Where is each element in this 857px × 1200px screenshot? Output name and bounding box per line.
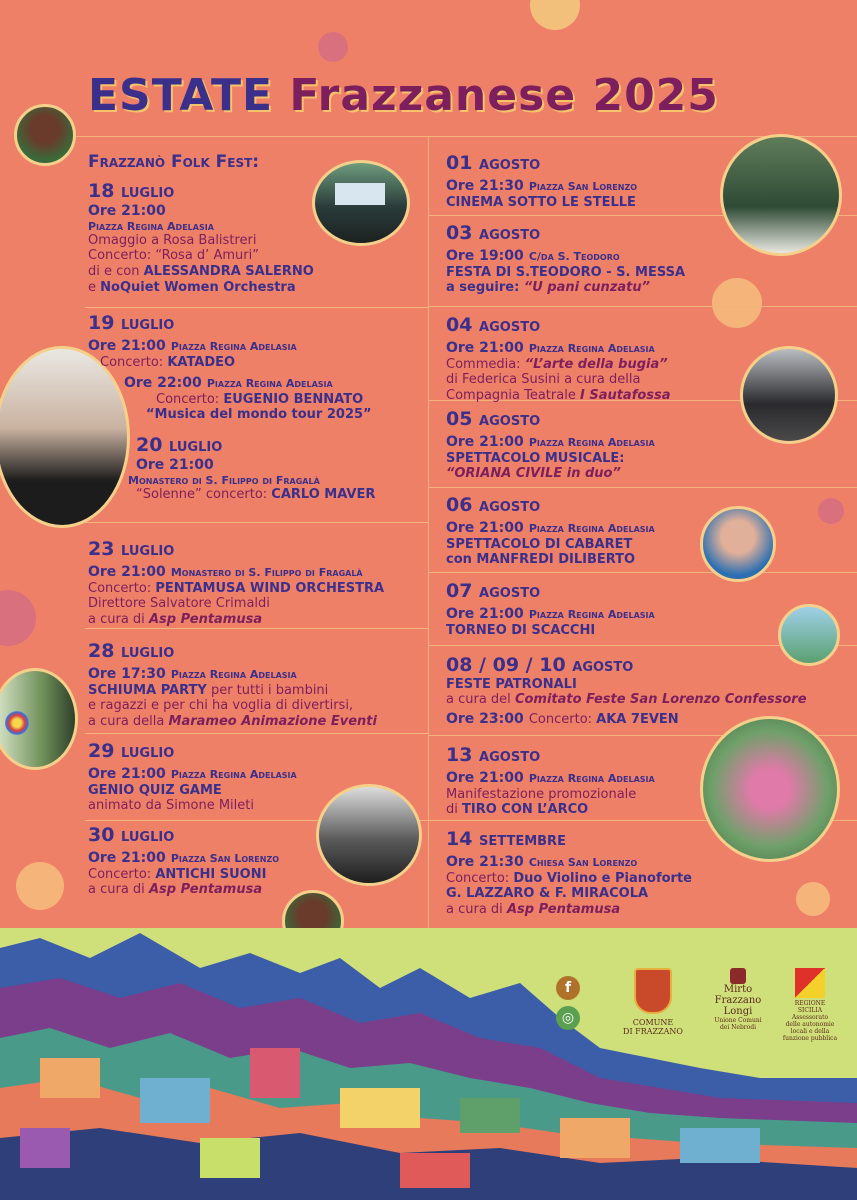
event-07-agosto <box>446 580 655 638</box>
photo-band <box>720 134 842 256</box>
divider <box>85 522 428 523</box>
event-place: Piazza Regina Adelasia <box>528 521 655 535</box>
event-text: a cura del <box>446 692 515 708</box>
artist-name: KATADEO <box>167 354 236 370</box>
organizer: Asp Pentamusa <box>506 901 621 917</box>
divider <box>428 487 857 488</box>
event-04-agosto <box>446 314 671 403</box>
deco-dot <box>818 498 844 524</box>
photo-singer <box>14 104 76 166</box>
event-time: Ore 22:00 <box>124 375 202 391</box>
coat-of-arms-icon <box>634 968 672 1014</box>
event-date: 07 agosto <box>446 580 541 602</box>
crown-icon <box>730 968 746 984</box>
event-time: Ore 21:00 <box>88 202 166 219</box>
event-time: Ore 21:30 <box>446 853 524 870</box>
event-time: Ore 17:30 <box>88 665 166 682</box>
event-text: a cura di <box>446 901 507 917</box>
event-place: Piazza San Lorenzo <box>528 179 638 193</box>
logo-regione-sicilia <box>782 968 838 1042</box>
divider <box>85 307 428 308</box>
photo-accordion <box>316 784 422 886</box>
artist-name: AKA 7EVEN <box>596 711 679 727</box>
event-date: 23 luglio <box>88 538 175 560</box>
event-text: a seguire: <box>446 280 524 296</box>
event-place: Piazza Regina Adelasia <box>170 667 297 681</box>
logo-text: Assessorato <box>791 1014 829 1021</box>
deco-dot <box>796 882 830 916</box>
event-date: 20 luglio <box>136 434 223 456</box>
organizer: Comitato Feste San Lorenzo Confessore <box>514 692 807 708</box>
event-date: 03 agosto <box>446 222 541 244</box>
event-13-agosto <box>446 744 655 818</box>
event-23-luglio <box>88 538 384 627</box>
event-time: Ore 21:00 <box>88 563 166 580</box>
event-name: FESTE PATRONALI <box>446 676 577 692</box>
organizer: I Sautafossa <box>579 387 671 403</box>
event-01-agosto <box>446 152 637 210</box>
event-06-agosto <box>446 494 655 568</box>
event-08-10-agosto <box>446 654 807 728</box>
event-text: con MANFREDI DILIBERTO <box>446 552 636 568</box>
event-time: Ore 21:00 <box>446 433 524 450</box>
event-date: 05 agosto <box>446 408 541 430</box>
event-name: FESTA DI S.TEODORO - S. MESSA <box>446 264 686 280</box>
event-text: “ORIANA CIVILE in duo” <box>446 466 621 482</box>
event-name: SPETTACOLO DI CABARET <box>446 536 633 552</box>
trinacria-icon <box>795 968 825 998</box>
deco-dot <box>318 32 348 62</box>
instagram-icon[interactable]: ◎ <box>556 1006 580 1030</box>
artist-name: EUGENIO BENNATO <box>223 391 364 407</box>
event-time: Ore 21:00 <box>446 605 524 622</box>
event-place: Piazza Regina Adelasia <box>528 435 655 449</box>
photo-group-circle <box>700 716 840 862</box>
event-text: a cura di <box>88 882 149 898</box>
event-text: Concerto: <box>528 711 597 727</box>
event-name: “L’arte della bugia” <box>524 356 668 372</box>
artist-name: PENTAMUSA WIND ORCHESTRA <box>155 580 385 596</box>
event-place: Piazza Regina Adelasia <box>528 341 655 355</box>
event-text: Omaggio a Rosa Balistreri <box>88 232 257 248</box>
logo-text: Mirto <box>723 984 753 995</box>
event-place: Piazza Regina Adelasia <box>528 607 655 621</box>
event-place: Monastero di S. Filippo di Fragalà <box>170 565 363 579</box>
event-text: e ragazzi e per chi ha voglia di divertirsi, <box>88 698 354 714</box>
event-date: 06 agosto <box>446 494 541 516</box>
logo-text: COMUNE <box>632 1018 674 1027</box>
event-text: Concerto: <box>446 870 514 886</box>
event-name: GENIO QUIZ GAME <box>88 782 222 798</box>
event-text: Compagnia Teatrale <box>446 387 580 403</box>
organizer: Marameo Animazione Eventi <box>168 713 377 729</box>
event-text: Concerto: “Rosa d’ Amuri” <box>88 248 259 264</box>
event-date: 28 luglio <box>88 640 175 662</box>
event-text: di e con <box>88 263 144 279</box>
event-text: “Solenne” concerto: <box>136 486 272 502</box>
event-text: a cura della <box>88 713 169 729</box>
event-place: Piazza Regina Adelasia <box>528 771 655 785</box>
page-title <box>88 70 719 121</box>
event-text: Concerto: <box>88 866 156 882</box>
event-18-luglio <box>88 180 314 295</box>
deco-dot <box>0 590 36 646</box>
logo-text: funzione pubblica <box>782 1035 838 1042</box>
event-19-luglio <box>88 312 297 370</box>
event-text: a cura di <box>88 611 149 627</box>
event-date: 14 settembre <box>446 828 566 850</box>
event-date: 08 / 09 / 10 agosto <box>446 654 634 676</box>
event-date: 18 luglio <box>88 180 175 202</box>
event-text: Direttore Salvatore Crimaldi <box>88 596 270 612</box>
logo-text: REGIONE SICILIA <box>794 1000 826 1014</box>
facebook-icon[interactable]: f <box>556 976 580 1000</box>
organizer: Asp Pentamusa <box>148 882 263 898</box>
divider <box>428 572 857 573</box>
event-text: Concerto: <box>156 391 224 407</box>
event-19-luglio-second <box>124 372 372 423</box>
divider <box>70 136 857 137</box>
event-text: e <box>88 279 101 295</box>
event-text: “Musica del mondo tour 2025” <box>146 407 372 423</box>
logo-text: locali e della <box>790 1028 830 1035</box>
artist-name: G. LAZZARO & F. MIRACOLA <box>446 886 649 902</box>
event-time: Ore 21:30 <box>446 177 524 194</box>
event-place: Piazza Regina Adelasia <box>206 377 333 390</box>
photo-manfredi-diliberto <box>700 506 776 582</box>
event-name: SCHIUMA PARTY <box>88 682 207 698</box>
event-text: Concerto: <box>100 354 168 370</box>
event-name: SPETTACOLO MUSICALE: <box>446 450 625 466</box>
event-place: C/da S. Teodoro <box>528 249 620 263</box>
title-part1: ESTATE <box>88 70 274 121</box>
divider <box>428 136 429 956</box>
divider <box>85 733 428 734</box>
event-text: di Federica Susini a cura della <box>446 372 641 388</box>
photo-outdoor-cinema <box>312 160 410 246</box>
logo-comune-frazzano <box>618 968 688 1036</box>
logo-text: delle autonomie <box>785 1021 835 1028</box>
event-text: Concerto: <box>88 580 156 596</box>
logo-unione-comuni <box>706 968 770 1031</box>
logo-text: Frazzano <box>714 995 762 1006</box>
event-date: 13 agosto <box>446 744 541 766</box>
event-text: animato da Simone Mileti <box>88 798 254 814</box>
artist-name: CARLO MAVER <box>271 486 376 502</box>
artist-name: ANTICHI SUONI <box>155 866 267 882</box>
festival-title: Frazzanò Folk Fest: <box>88 152 260 172</box>
event-text: per tutti i bambini <box>206 682 329 698</box>
event-time: Ore 21:00 <box>88 849 166 866</box>
event-time: Ore 21:00 <box>88 765 166 782</box>
event-name: TORNEO DI SCACCHI <box>446 622 596 638</box>
event-date: 19 luglio <box>88 312 175 334</box>
event-28-luglio <box>88 640 377 729</box>
logo-text: Unione Comuni <box>714 1017 762 1024</box>
event-time: Ore 21:00 <box>446 519 524 536</box>
event-place: Monastero di S. Filippo di Fragalà <box>128 473 320 487</box>
event-date: 01 agosto <box>446 152 541 174</box>
event-time: Ore 21:00 <box>446 339 524 356</box>
event-place: Piazza Regina Adelasia <box>170 767 297 781</box>
logo-text: Longi <box>723 1006 753 1017</box>
event-place: Piazza Regina Adelasia <box>88 219 214 233</box>
divider <box>428 306 857 307</box>
event-05-agosto <box>446 408 655 482</box>
event-time: Ore 23:00 <box>446 710 524 727</box>
logo-text: dei Nebrodi <box>719 1024 757 1031</box>
event-text: di <box>446 802 462 818</box>
artist-name: NoQuiet Women Orchestra <box>100 279 296 295</box>
event-14-settembre <box>446 828 692 917</box>
photo-orchestra <box>740 346 838 444</box>
event-place: Chiesa San Lorenzo <box>528 855 638 869</box>
event-30-luglio <box>88 824 279 898</box>
event-20-luglio <box>128 434 375 502</box>
event-time: Ore 21:00 <box>446 769 524 786</box>
event-name: TIRO CON L’ARCO <box>462 802 589 818</box>
event-time: Ore 21:00 <box>88 337 166 354</box>
title-part2: Frazzanese 2025 <box>289 70 719 121</box>
deco-dot <box>712 278 762 328</box>
event-name: CINEMA SOTTO LE STELLE <box>446 194 636 210</box>
event-name: Duo Violino e Pianoforte <box>513 870 692 886</box>
organizer: Asp Pentamusa <box>148 611 263 627</box>
photo-archery <box>0 668 78 770</box>
photo-eugenio-bennato <box>0 346 130 528</box>
event-text: “U pani cunzatu” <box>523 280 650 296</box>
event-date: 30 luglio <box>88 824 175 846</box>
deco-dot <box>16 862 64 910</box>
event-text: Manifestazione promozionale <box>446 786 637 802</box>
event-29-luglio <box>88 740 297 814</box>
event-date: 29 luglio <box>88 740 175 762</box>
event-03-agosto <box>446 222 685 296</box>
artist-name: ALESSANDRA SALERNO <box>143 263 314 279</box>
event-time: Ore 19:00 <box>446 247 524 264</box>
logo-text: DI FRAZZANO <box>623 1027 683 1036</box>
deco-dot <box>530 0 580 30</box>
event-date: 04 agosto <box>446 314 541 336</box>
event-place: Piazza Regina Adelasia <box>170 339 297 353</box>
event-time: Ore 21:00 <box>136 456 214 473</box>
divider <box>85 628 428 629</box>
event-text: Commedia: <box>446 356 525 372</box>
event-place: Piazza San Lorenzo <box>170 851 280 865</box>
